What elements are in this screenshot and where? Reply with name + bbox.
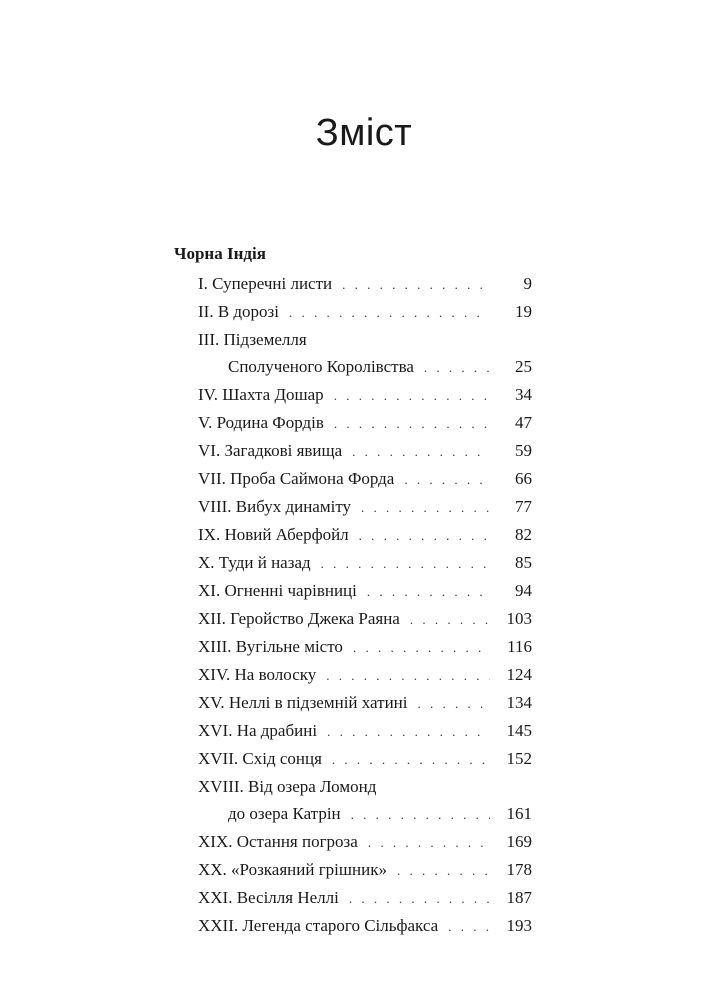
dot-leader — [321, 550, 490, 577]
toc-entry-page-number: 145 — [506, 721, 532, 740]
toc-entry-line — [198, 381, 532, 409]
toc-entry-page-number: 59 — [515, 441, 532, 460]
toc-entry-line — [198, 549, 532, 577]
toc-entry-page-number: 116 — [507, 637, 532, 656]
toc-entry-page-number: 152 — [506, 749, 532, 768]
toc-entry-page-number: 161 — [506, 804, 532, 823]
dot-leader — [349, 885, 490, 912]
toc-entry — [198, 437, 532, 465]
toc-entry-page-number: 34 — [515, 385, 532, 404]
toc-entry-line — [198, 633, 532, 661]
dot-leader — [448, 913, 490, 940]
dot-leader — [418, 690, 491, 717]
toc-entry-title-continuation: Сполученого Королівства — [228, 357, 414, 376]
toc-entry-title: XXII. Легенда старого Сільфакса — [198, 916, 439, 935]
toc-entry-line — [198, 912, 532, 940]
toc-entry-title: I. Суперечні листи — [198, 274, 333, 293]
toc-entry-line — [198, 353, 532, 381]
table-of-contents — [198, 270, 532, 940]
toc-entry-title: X. Туди й назад — [198, 553, 311, 572]
toc-entry-title: XI. Огненні чарівниці — [198, 581, 357, 600]
toc-entry-page-number: 187 — [506, 888, 532, 907]
toc-entry-page-number: 193 — [506, 916, 532, 935]
toc-entry-title: XVII. Схід сонця — [198, 749, 322, 768]
toc-entry-line — [198, 465, 532, 493]
toc-entry — [198, 912, 532, 940]
toc-entry-line — [198, 577, 532, 605]
toc-entry-title: XVIII. Від озера Ломонд — [198, 777, 377, 796]
toc-entry-page-number: 19 — [515, 302, 532, 321]
toc-entry-title: XV. Неллі в підземній хатині — [198, 693, 408, 712]
toc-entry-page-number: 85 — [515, 553, 532, 572]
toc-entry-line — [198, 745, 532, 773]
toc-entry-line — [198, 409, 532, 437]
toc-entry-page-number: 124 — [506, 665, 532, 684]
toc-entry-title: XIX. Остання погроза — [198, 832, 358, 851]
toc-entry — [198, 381, 532, 409]
toc-entry — [198, 689, 532, 717]
toc-entry-title: III. Підземелля — [198, 330, 307, 349]
dot-leader — [289, 299, 490, 326]
toc-entry — [198, 521, 532, 549]
toc-entry — [198, 298, 532, 326]
toc-entry-title: IX. Новий Аберфойл — [198, 525, 349, 544]
toc-entry — [198, 493, 532, 521]
toc-entry — [198, 549, 532, 577]
toc-entry-page-number: 82 — [515, 525, 532, 544]
toc-entry-page-number: 169 — [506, 832, 532, 851]
toc-entry-line — [198, 689, 532, 717]
toc-entry — [198, 856, 532, 884]
toc-entry-line — [198, 717, 532, 745]
dot-leader — [410, 606, 490, 633]
toc-entry-page-number: 66 — [515, 469, 532, 488]
dot-leader — [424, 354, 490, 381]
toc-entry-line — [198, 521, 532, 549]
toc-entry-page-number: 77 — [515, 497, 532, 516]
toc-entry — [198, 326, 532, 381]
toc-entry — [198, 773, 532, 828]
toc-entry — [198, 465, 532, 493]
dot-leader — [361, 494, 490, 521]
dot-leader — [351, 801, 490, 828]
dot-leader — [342, 271, 490, 298]
toc-entry-line — [198, 493, 532, 521]
toc-entry — [198, 745, 532, 773]
dot-leader — [353, 634, 490, 661]
toc-entry-title: VII. Проба Саймона Форда — [198, 469, 395, 488]
section-heading: Чорна Індія — [174, 244, 266, 263]
toc-entry-page-number: 178 — [506, 860, 532, 879]
dot-leader — [397, 857, 490, 884]
dot-leader — [334, 410, 490, 437]
toc-entry-title: XIV. На волоску — [198, 665, 317, 684]
toc-entry-page-number: 103 — [506, 609, 532, 628]
dot-leader — [327, 718, 490, 745]
toc-entry-title: XIII. Вугільне місто — [198, 637, 343, 656]
toc-entry — [198, 884, 532, 912]
toc-entry-title: XXI. Весілля Неллі — [198, 888, 339, 907]
dot-leader — [404, 466, 490, 493]
toc-entry-line — [198, 437, 532, 465]
toc-entry — [198, 409, 532, 437]
toc-entry-page-number: 94 — [515, 581, 532, 600]
toc-entry-title: XII. Геройство Джека Раяна — [198, 609, 400, 628]
toc-entry — [198, 661, 532, 689]
toc-entry-line — [198, 661, 532, 689]
toc-entry-title: II. В дорозі — [198, 302, 279, 321]
toc-entry-title-continuation: до озера Катрін — [228, 804, 341, 823]
toc-entry-title: XVI. На драбині — [198, 721, 318, 740]
dot-leader — [332, 746, 490, 773]
toc-entry-line — [198, 298, 532, 326]
toc-entry-line — [198, 800, 532, 828]
toc-entry-line — [198, 856, 532, 884]
dot-leader — [334, 382, 490, 409]
dot-leader — [359, 522, 490, 549]
toc-entry-page-number: 25 — [515, 357, 532, 376]
toc-entry-line — [198, 828, 532, 856]
dot-leader — [367, 578, 490, 605]
toc-entry-title: IV. Шахта Дошар — [198, 385, 324, 404]
toc-entry-title: VI. Загадкові явища — [198, 441, 343, 460]
toc-entry-page-number: 134 — [506, 693, 532, 712]
toc-entry-line — [198, 270, 532, 298]
toc-entry-title: XX. «Розкаяний грішник» — [198, 860, 387, 879]
toc-entry — [198, 577, 532, 605]
toc-entry — [198, 270, 532, 298]
toc-entry-line — [198, 884, 532, 912]
toc-entry — [198, 605, 532, 633]
dot-leader — [326, 662, 490, 689]
toc-entry — [198, 633, 532, 661]
dot-leader — [368, 829, 490, 856]
toc-entry — [198, 717, 532, 745]
dot-leader — [352, 438, 490, 465]
toc-entry-title: VIII. Вибух динаміту — [198, 497, 352, 516]
toc-entry-page-number: 9 — [523, 274, 532, 293]
toc-entry-title: V. Родина Фордів — [198, 413, 324, 432]
toc-entry-line — [198, 605, 532, 633]
toc-entry-page-number: 47 — [515, 413, 532, 432]
toc-entry — [198, 828, 532, 856]
page-title: Зміст — [315, 112, 413, 154]
